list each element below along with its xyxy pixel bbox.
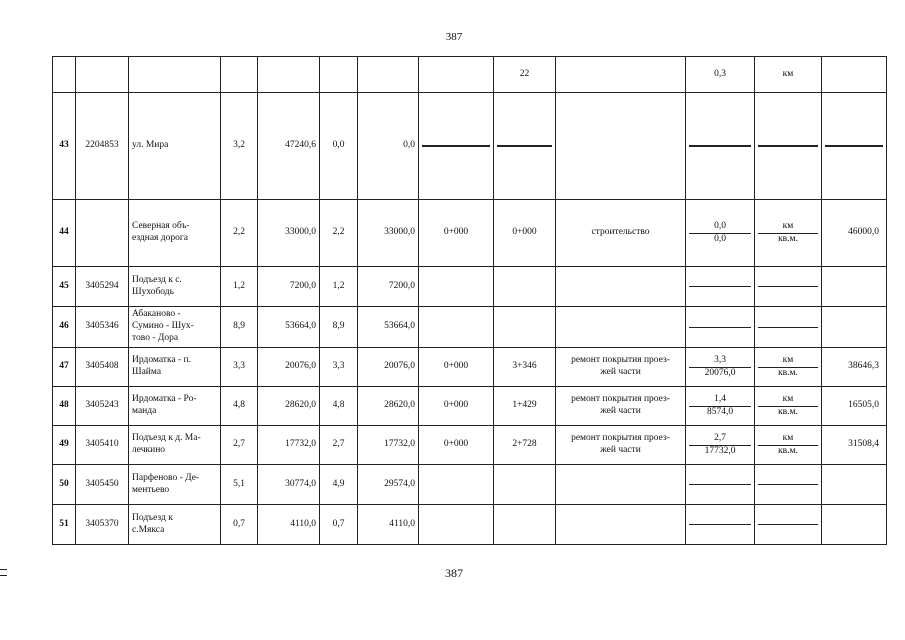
work-cost-value: 46000,0 xyxy=(848,227,879,238)
work-unit-value xyxy=(758,484,818,485)
table-row xyxy=(53,387,887,426)
km-from xyxy=(419,267,494,307)
work-cost xyxy=(822,505,887,545)
road-code: 3405408 xyxy=(76,348,129,387)
work-qty-value xyxy=(689,286,751,287)
work-unit xyxy=(755,348,822,387)
km-from xyxy=(419,465,494,505)
area-repair: 29574,0 xyxy=(358,465,419,505)
length-repair: 4,9 xyxy=(320,465,358,505)
road-code: 3405346 xyxy=(76,307,129,348)
road-name: ул. Мира xyxy=(129,93,221,200)
km-to-value: 0+000 xyxy=(512,227,537,238)
work-unit-value xyxy=(758,286,818,287)
row-number: 46 xyxy=(53,307,76,348)
work-qty-value: 20076,0 xyxy=(689,367,751,380)
work-cost xyxy=(822,348,887,387)
work-cost xyxy=(822,200,887,267)
area-repair: 4110,0 xyxy=(358,505,419,545)
area-repair: 7200,0 xyxy=(358,267,419,307)
work-qty xyxy=(686,465,755,505)
road-name: Подъезд к д. Ма- лечкино xyxy=(129,426,221,465)
work-cost-value: 31508,4 xyxy=(848,439,879,450)
km-to xyxy=(494,505,556,545)
roads-table xyxy=(52,56,887,545)
continuation-row xyxy=(53,57,887,93)
area-repair: 53664,0 xyxy=(358,307,419,348)
area-total: 33000,0 xyxy=(258,200,320,267)
row-number: 48 xyxy=(53,387,76,426)
road-code: 3405370 xyxy=(76,505,129,545)
row-number: 50 xyxy=(53,465,76,505)
km-from xyxy=(419,426,494,465)
km-to-value: 1+429 xyxy=(512,400,537,411)
km-to-value: 2+728 xyxy=(512,439,537,450)
length-total: 1,2 xyxy=(221,267,258,307)
work-unit-value xyxy=(758,524,818,525)
row-number: 44 xyxy=(53,200,76,267)
length-repair: 8,9 xyxy=(320,307,358,348)
work-qty xyxy=(686,200,755,267)
work-unit-value: кв.м. xyxy=(758,445,818,458)
work-qty-value: 2,7 xyxy=(714,432,726,443)
length-repair: 1,2 xyxy=(320,267,358,307)
work-unit xyxy=(755,387,822,426)
road-name: Ирдоматка - п. Шайма xyxy=(129,348,221,387)
table-row xyxy=(53,267,887,307)
table-row xyxy=(53,307,887,348)
row-number: 45 xyxy=(53,267,76,307)
length-repair: 2,7 xyxy=(320,426,358,465)
work-qty-value xyxy=(689,327,751,328)
work-type: ремонт покрытия проез- жей части xyxy=(556,387,686,426)
work-qty xyxy=(686,426,755,465)
road-code: 3405410 xyxy=(76,426,129,465)
length-repair: 4,8 xyxy=(320,387,358,426)
work-qty-value xyxy=(689,484,751,485)
work-type: ремонт покрытия проез- жей части xyxy=(556,426,686,465)
km-from xyxy=(419,93,494,200)
work-cost xyxy=(822,426,887,465)
area-total: 20076,0 xyxy=(258,348,320,387)
work-cost xyxy=(822,307,887,348)
work-unit-value: кв.м. xyxy=(758,406,818,419)
km-from xyxy=(419,348,494,387)
area-total: 28620,0 xyxy=(258,387,320,426)
km-to xyxy=(494,267,556,307)
work-unit-value: км xyxy=(782,354,794,365)
work-unit xyxy=(755,465,822,505)
km-from-value: 0+000 xyxy=(443,439,469,450)
area-repair: 33000,0 xyxy=(358,200,419,267)
work-cost-value: 38646,3 xyxy=(848,361,879,372)
work-qty-value: 17732,0 xyxy=(689,445,751,458)
km-from xyxy=(419,200,494,267)
work-unit xyxy=(755,93,822,200)
road-code: 3405243 xyxy=(76,387,129,426)
work-unit-value: км xyxy=(782,393,794,404)
area-total: 47240,6 xyxy=(258,93,320,200)
km-to xyxy=(494,387,556,426)
work-qty xyxy=(686,387,755,426)
area-repair: 20076,0 xyxy=(358,348,419,387)
table-row xyxy=(53,200,887,267)
page-number-top: 387 xyxy=(445,31,463,43)
work-unit xyxy=(755,426,822,465)
work-qty xyxy=(686,348,755,387)
length-total: 8,9 xyxy=(221,307,258,348)
continuation-col9: 22 xyxy=(494,57,556,93)
work-qty xyxy=(686,93,755,200)
work-cost xyxy=(822,267,887,307)
km-from-value: 0+000 xyxy=(443,361,469,372)
length-repair: 3,3 xyxy=(320,348,358,387)
km-from-value: 0+000 xyxy=(443,400,469,411)
work-unit-value: кв.м. xyxy=(758,233,818,246)
road-name: Абаканово - Сумино - Шух- тово - Дора xyxy=(129,307,221,348)
km-to-value: 3+346 xyxy=(512,361,537,372)
area-total: 4110,0 xyxy=(258,505,320,545)
road-name: Ирдоматка - Ро- манда xyxy=(129,387,221,426)
work-unit-value: км xyxy=(782,220,794,231)
length-total: 4,8 xyxy=(221,387,258,426)
length-total: 0,7 xyxy=(221,505,258,545)
table-row xyxy=(53,348,887,387)
continuation-unit: км xyxy=(755,57,822,93)
road-name: Подъезд к с. Шухободь xyxy=(129,267,221,307)
work-unit-value: кв.м. xyxy=(758,367,818,380)
km-from xyxy=(419,387,494,426)
table-row xyxy=(53,426,887,465)
km-from xyxy=(419,307,494,348)
table-row xyxy=(53,465,887,505)
work-unit xyxy=(755,505,822,545)
length-repair: 0,7 xyxy=(320,505,358,545)
road-code: 2204853 xyxy=(76,93,129,200)
km-from-value: 0+000 xyxy=(443,227,469,238)
table-row xyxy=(53,505,887,545)
work-qty-value xyxy=(689,524,751,525)
work-unit xyxy=(755,200,822,267)
area-repair: 17732,0 xyxy=(358,426,419,465)
page-number-bottom: 387 xyxy=(445,566,463,580)
work-unit xyxy=(755,307,822,348)
row-number: 49 xyxy=(53,426,76,465)
work-type xyxy=(556,307,686,348)
row-number: 43 xyxy=(53,93,76,200)
margin-mark xyxy=(0,569,7,570)
length-total: 3,3 xyxy=(221,348,258,387)
row-number: 47 xyxy=(53,348,76,387)
row-number: 51 xyxy=(53,505,76,545)
km-to xyxy=(494,93,556,200)
work-type xyxy=(556,505,686,545)
work-qty xyxy=(686,267,755,307)
km-from xyxy=(419,505,494,545)
road-code xyxy=(76,200,129,267)
work-qty xyxy=(686,307,755,348)
km-to xyxy=(494,465,556,505)
work-qty-value: 0,0 xyxy=(714,220,726,231)
work-qty-value: 8574,0 xyxy=(689,406,751,419)
work-type xyxy=(556,465,686,505)
km-to xyxy=(494,426,556,465)
work-type xyxy=(556,93,686,200)
area-repair: 28620,0 xyxy=(358,387,419,426)
work-type xyxy=(556,267,686,307)
road-name: Подъезд к с.Мякса xyxy=(129,505,221,545)
area-total: 7200,0 xyxy=(258,267,320,307)
road-code: 3405450 xyxy=(76,465,129,505)
road-name: Парфеново - Де- ментьево xyxy=(129,465,221,505)
work-type: ремонт покрытия проез- жей части xyxy=(556,348,686,387)
work-qty-value: 1,4 xyxy=(714,393,726,404)
length-total: 2,2 xyxy=(221,200,258,267)
margin-mark xyxy=(0,575,7,576)
length-repair: 0,0 xyxy=(320,93,358,200)
work-type: строительство xyxy=(556,200,686,267)
length-total: 2,7 xyxy=(221,426,258,465)
length-total: 3,2 xyxy=(221,93,258,200)
road-code: 3405294 xyxy=(76,267,129,307)
km-to xyxy=(494,200,556,267)
area-total: 30774,0 xyxy=(258,465,320,505)
work-cost xyxy=(822,387,887,426)
work-cost xyxy=(822,93,887,200)
length-repair: 2,2 xyxy=(320,200,358,267)
road-name: Северная объ- ездная дорога xyxy=(129,200,221,267)
area-total: 17732,0 xyxy=(258,426,320,465)
length-total: 5,1 xyxy=(221,465,258,505)
work-qty-value: 3,3 xyxy=(714,354,726,365)
km-to xyxy=(494,348,556,387)
area-repair: 0,0 xyxy=(358,93,419,200)
work-cost-value: 16505,0 xyxy=(848,400,879,411)
km-to xyxy=(494,307,556,348)
work-qty xyxy=(686,505,755,545)
continuation-qty: 0,3 xyxy=(686,57,755,93)
work-unit xyxy=(755,267,822,307)
table-row xyxy=(53,93,887,200)
work-unit-value: км xyxy=(782,432,794,443)
work-unit-value xyxy=(758,327,818,328)
work-cost xyxy=(822,465,887,505)
area-total: 53664,0 xyxy=(258,307,320,348)
work-qty-value: 0,0 xyxy=(689,233,751,246)
